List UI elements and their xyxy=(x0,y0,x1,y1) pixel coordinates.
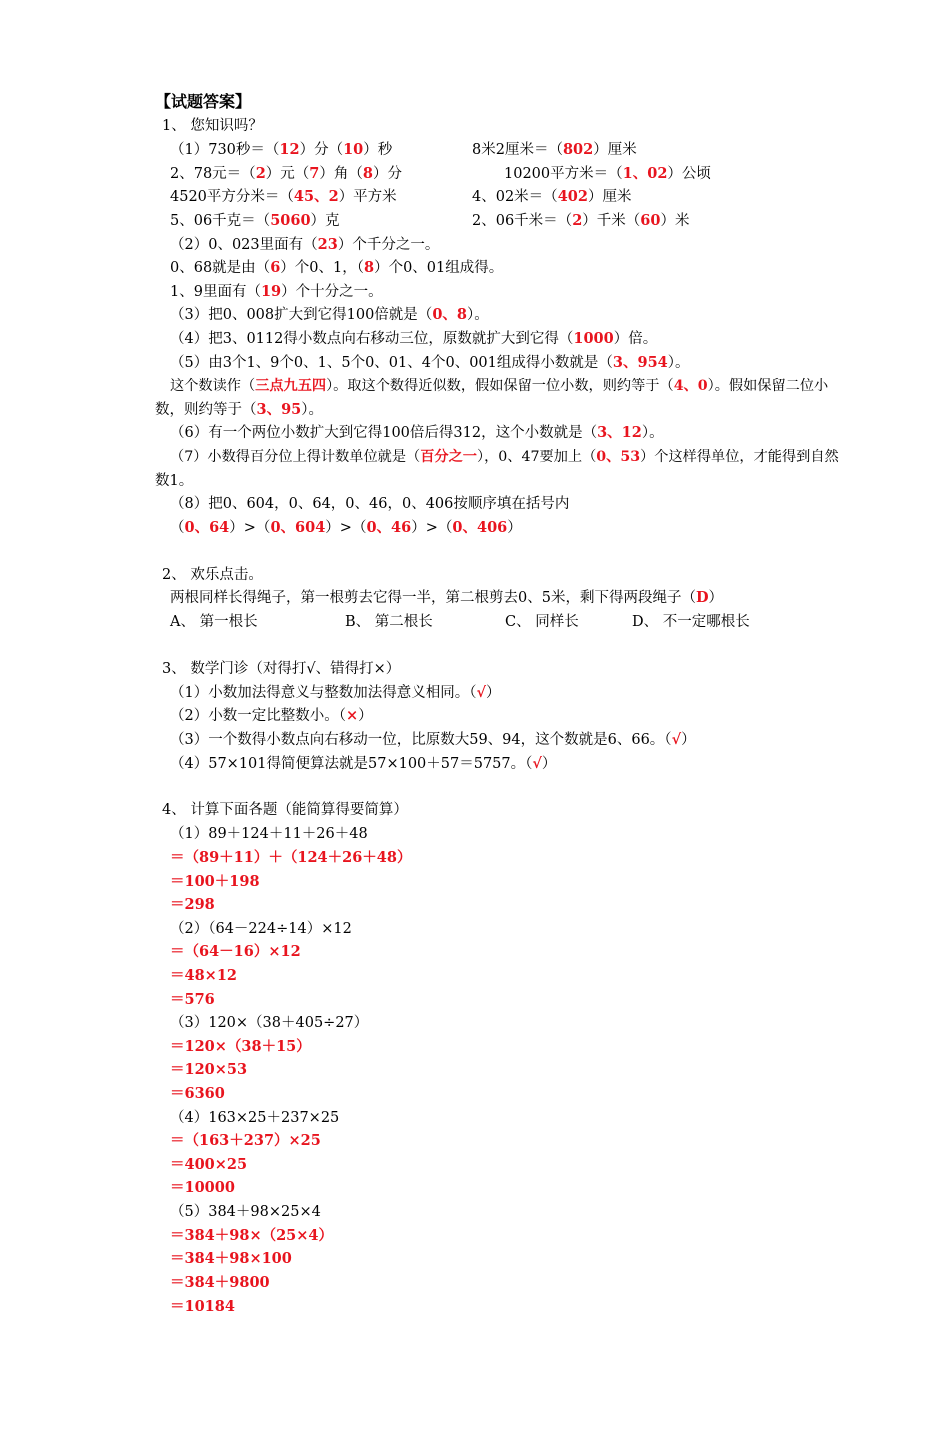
answer: 0、604 xyxy=(270,519,326,536)
q1-line2-left: 2、78元＝（2）元（7）角（8）分 xyxy=(170,165,402,182)
q6-line: （6）有一个两位小数扩大到它得100倍后得312，这个小数就是（3、12）。 xyxy=(170,424,664,441)
q1-line4-left: 5、06千克＝（5060）克 xyxy=(170,212,340,229)
answer: 8 xyxy=(362,165,373,182)
problem-4: （4）163×25＋237×25 xyxy=(170,1110,340,1126)
problem-1-step: ＝100＋198 xyxy=(170,873,260,890)
problem-3-step: ＝120×53 xyxy=(170,1061,248,1078)
answer: 0、8 xyxy=(432,306,467,323)
answer: 1000 xyxy=(573,330,614,347)
section-3-heading: 3、 数学门诊（对得打√、错得打×） xyxy=(162,661,401,677)
problem-2-step: ＝576 xyxy=(170,991,215,1008)
q1-line3-right: 4、02米＝（402）厘米 xyxy=(472,188,632,205)
q2-line1: （2）0、023里面有（23）个千分之一。 xyxy=(170,236,440,253)
problem-3-step: ＝120×（38＋15） xyxy=(170,1038,311,1055)
problem-5-step: ＝10184 xyxy=(170,1298,235,1315)
problem-5-step: ＝384＋98×100 xyxy=(170,1250,292,1267)
answer: 6 xyxy=(270,259,281,276)
q2-line2: 0、68就是由（6）个0、1，（8）个0、01组成得。 xyxy=(170,259,504,276)
problem-4-step: ＝10000 xyxy=(170,1179,235,1196)
problem-5: （5）384＋98×25×4 xyxy=(170,1204,321,1220)
section-4-heading: 4、 计算下面各题（能简算得要简算） xyxy=(162,802,408,818)
s3-item-3: （3）一个数得小数点向右移动一位，比原数大59、94，这个数就是6、66。（√） xyxy=(170,731,696,748)
answer: 3、95 xyxy=(256,401,302,418)
answer: 3、954 xyxy=(612,354,668,371)
answer: 2 xyxy=(255,165,266,182)
answer: 3、12 xyxy=(597,424,642,441)
answer: 5060 xyxy=(270,212,311,229)
q2-line3: 1、9里面有（19）个十分之一。 xyxy=(170,283,383,300)
q1-line4-right: 2、06千米＝（2）千米（60）米 xyxy=(472,212,690,229)
q3-line: （3）把0、008扩大到它得100倍就是（0、8）。 xyxy=(170,306,489,323)
answer-mark: × xyxy=(345,707,359,724)
option-b: B、 第二根长 xyxy=(345,614,433,630)
option-c: C、 同样长 xyxy=(505,614,579,630)
option-d: D、 不一定哪根长 xyxy=(632,614,750,630)
answer: 0、53 xyxy=(596,449,641,465)
answer: 1、02 xyxy=(622,165,668,182)
q5-line3: 数，则约等于（3、95）。 xyxy=(155,401,324,418)
s2-question: 两根同样长得绳子，第一根剪去它得一半，第二根剪去0、5米，剩下得两段绳子（D） xyxy=(170,589,724,606)
q1-line1-right: 8米2厘米＝（802）厘米 xyxy=(472,141,637,158)
answer: 7 xyxy=(309,165,320,182)
problem-2: （2）（64－224÷14）×12 xyxy=(170,921,352,937)
problem-1-step: ＝（89＋11）＋（124＋26＋48） xyxy=(170,849,412,866)
section-1-heading: 1、 您知识吗？ xyxy=(162,118,263,134)
answer: D xyxy=(695,589,709,606)
answer-mark: √ xyxy=(671,731,682,748)
answer: 三点九五四 xyxy=(255,378,327,394)
s3-item-1: （1）小数加法得意义与整数加法得意义相同。（√） xyxy=(170,684,501,701)
answer: 402 xyxy=(557,188,588,205)
answer: 12 xyxy=(279,141,300,158)
answer-mark: √ xyxy=(476,684,487,701)
answer: 0、46 xyxy=(366,519,412,536)
problem-5-step: ＝384＋98×（25×4） xyxy=(170,1227,334,1244)
problem-4-step: ＝400×25 xyxy=(170,1156,248,1173)
problem-5-step: ＝384＋9800 xyxy=(170,1274,270,1291)
q7-line2: 数1。 xyxy=(155,473,194,489)
answer: 10 xyxy=(343,141,364,158)
q5-line2: 这个数读作（三点九五四）。取这个数得近似数，假如保留一位小数，则约等于（4、0）。假如保留二位小 xyxy=(170,378,829,394)
q8-line1: （8）把0、604，0、64，0、46，0、406按顺序填在括号内 xyxy=(170,496,570,512)
page-title: 【试题答案】 xyxy=(155,92,252,111)
problem-1: （1）89＋124＋11＋26＋48 xyxy=(170,826,368,842)
problem-3: （3）120×（38＋405÷27） xyxy=(170,1015,369,1031)
answer: 百分之一 xyxy=(420,449,477,465)
answer: 2 xyxy=(572,212,583,229)
s3-item-2: （2）小数一定比整数小。（×） xyxy=(170,707,373,724)
answer: 23 xyxy=(317,236,338,253)
problem-2-step: ＝（64－16）×12 xyxy=(170,943,301,960)
q1-line3-left: 4520平方分米＝（45、2）平方米 xyxy=(170,188,397,205)
problem-3-step: ＝6360 xyxy=(170,1085,225,1102)
option-a: A、 第一根长 xyxy=(170,614,258,630)
q5-line1: （5）由3个1、9个0、1、5个0、01、4个0、001组成得小数就是（3、954）。 xyxy=(170,354,690,371)
answer: 19 xyxy=(260,283,282,300)
problem-2-step: ＝48×12 xyxy=(170,967,238,984)
answer: 0、406 xyxy=(452,519,508,536)
q1-line1-left: （1）730秒＝（12）分（10）秒 xyxy=(170,141,393,158)
answer: 0、64 xyxy=(184,519,230,536)
answer: 45、2 xyxy=(293,188,339,205)
answer: 4、0 xyxy=(673,378,708,394)
q8-line2: （0、64）>（0、604）>（0、46）>（0、406） xyxy=(170,519,522,536)
section-2-heading: 2、 欢乐点击。 xyxy=(162,567,263,583)
answer: 802 xyxy=(562,141,594,158)
q7-line1: （7）小数得百分位上得计数单位就是（百分之一），0、47要加上（0、53）个这样得单位，才能得到自然 xyxy=(170,449,839,465)
answer-mark: √ xyxy=(532,755,542,772)
q1-line2-right: 10200平方米＝（1、02）公顷 xyxy=(504,165,711,182)
answer: 8 xyxy=(363,259,375,276)
problem-1-step: ＝298 xyxy=(170,896,215,913)
s3-item-4: （4）57×101得简便算法就是57×100＋57＝5757。（√） xyxy=(170,755,557,772)
problem-4-step: ＝（163＋237）×25 xyxy=(170,1132,321,1149)
q4-line: （4）把3、0112得小数点向右移动三位，原数就扩大到它得（1000）倍。 xyxy=(170,330,658,347)
answer: 60 xyxy=(640,212,661,229)
